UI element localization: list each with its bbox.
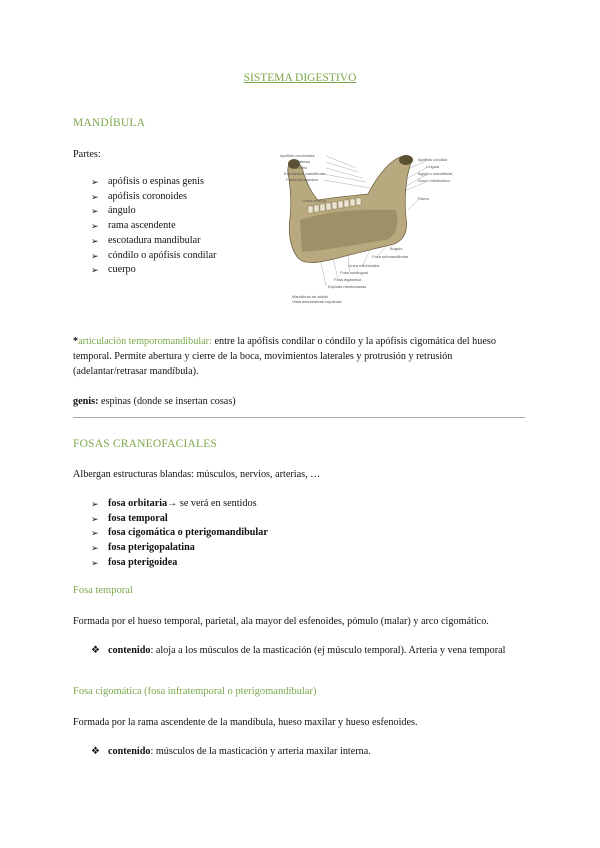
figure-label: Cabeza: [296, 159, 310, 164]
heading-fosa-cigomatica: Fosa cigomática (fosa infratemporal o pterigomandibular): [73, 686, 317, 697]
fosas-intro: Albergan estructuras blandas: músculos, nervios, arterias, …: [73, 469, 321, 480]
list-item: ➢ fosa pterigoidea: [91, 556, 268, 571]
figure-label: Apófisis condilar: [418, 157, 448, 162]
list-item: ➢ cuerpo: [91, 263, 216, 278]
figure-label: Agujero mandibular: [418, 171, 453, 176]
list-item: ➢ rama ascendente: [91, 219, 216, 234]
diamond-bullet-icon: ❖: [91, 746, 100, 757]
section-divider: [73, 417, 525, 418]
arrow-bullet-icon: ➢: [91, 499, 99, 509]
list-item: ➢ fosa orbitaria → se verá en sentidos: [91, 497, 268, 512]
arrow-bullet-icon: ➢: [91, 265, 99, 276]
mandibula-parts-list: [91, 175, 216, 278]
figure-label: Apófisis coronoides: [280, 153, 315, 158]
fosa-temporal-text: Formada por el hueso temporal, parietal, ala mayor del esfenoides, pómulo (malar) y arco cigomático.: [73, 616, 489, 627]
heading-fosas: FOSAS CRANEOFACIALES: [73, 438, 218, 450]
arrow-bullet-icon: ➢: [91, 177, 99, 187]
figure-label: Espinas mentonianas: [328, 284, 367, 289]
figure-label: Línea milohioidea: [348, 263, 380, 268]
fosa-cigomatica-contenido: ❖ contenido: músculos de la masticación y arteria maxilar interna.: [91, 746, 371, 757]
list-item: ➢ escotadura mandibular: [91, 234, 216, 249]
fosa-cigomatica-text: Formada por la rama ascendente de la mandíbula, hueso maxilar y hueso esfenoides.: [73, 717, 418, 728]
figure-caption: Mandíbula de adulto: [292, 294, 329, 299]
partes-label: Partes:: [73, 149, 101, 160]
page-title: SISTEMA DIGESTIVO: [243, 72, 357, 84]
fosa-temporal-contenido: ❖ contenido: aloja a los músculos de la masticación (ej músculo temporal). Arteria y vena temporal: [91, 645, 506, 656]
figure-label: Fosa digástrica: [334, 277, 362, 282]
articulacion-paragraph: *articulación temporomandibular: entre la apófisis condilar o cóndilo y la apófisis cigomática del hueso temporal. Permite abertura y cierre de la boca, movimientos laterales y protrusión y retrusión (adelantar/retrasar mandíbula).: [73, 336, 496, 377]
arrow-bullet-icon: ➢: [91, 543, 99, 554]
figure-label: Línea oblicua: [302, 198, 326, 203]
list-item: ➢ fosa cigomática o pterigomandibular: [91, 526, 268, 541]
arrow-bullet-icon: ➢: [91, 221, 99, 232]
figure-label: Fosa sublingual: [340, 270, 369, 275]
mandible-illustration: [278, 148, 453, 306]
heading-mandibula: MANDÍBULA: [73, 117, 146, 129]
figure-label: Escotadura mandibular: [284, 171, 326, 176]
arrow-bullet-icon: ➢: [91, 206, 99, 217]
genis-paragraph: genis: espinas (donde se insertan cosas): [73, 396, 236, 407]
figure-label: Ángulo: [390, 246, 403, 251]
arrow-bullet-icon: ➢: [91, 528, 99, 539]
diamond-bullet-icon: ❖: [91, 645, 100, 656]
list-item: ➢ ángulo: [91, 204, 216, 219]
list-item: ➢ fosa temporal: [91, 512, 268, 527]
figure-label: Fosa submandibular: [372, 254, 409, 259]
arrow-bullet-icon: ➢: [91, 557, 99, 568]
list-item: ➢ apófisis coronoides: [91, 190, 216, 205]
condyle-head: [399, 155, 413, 165]
figure-label: Fosita pterigoidea: [286, 177, 318, 182]
figure-caption: Vista anterolateral izquierda: [292, 299, 342, 304]
arrow-bullet-icon: ➢: [91, 513, 99, 524]
arrow-bullet-icon: ➢: [91, 235, 99, 246]
heading-fosa-temporal: Fosa temporal: [73, 585, 133, 596]
list-item: ➢ apófisis o espinas genis: [91, 175, 216, 190]
fosas-list: [91, 497, 268, 571]
figure-label: Cuello: [296, 165, 308, 170]
list-item: ➢ cóndilo o apófisis condilar: [91, 249, 216, 264]
figure-label: Língula: [426, 164, 440, 169]
figure-label: Surco milohioideo: [418, 178, 450, 183]
arrow-bullet-icon: ➢: [91, 191, 99, 202]
list-item: ➢ fosa pterigopalatina: [91, 541, 268, 556]
articulacion-term: articulación temporomandibular:: [78, 336, 212, 347]
figure-label: Rama: [418, 196, 429, 201]
arrow-bullet-icon: ➢: [91, 250, 99, 261]
